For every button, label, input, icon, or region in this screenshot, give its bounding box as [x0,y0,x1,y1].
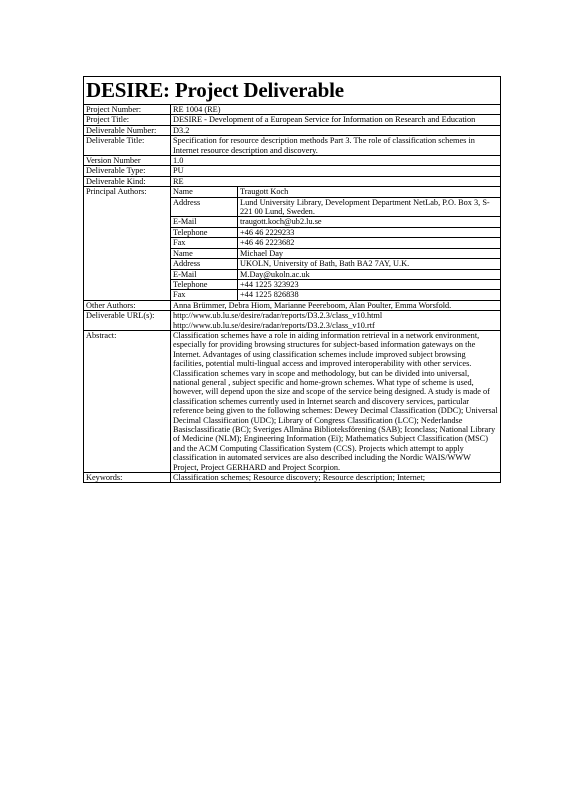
label-deliverable-kind: Deliverable Kind: [84,176,171,186]
author-email: traugott.koch@ub2.lu.se [238,217,501,227]
value-deliverable-number: D3.2 [171,125,501,135]
label-deliverable-type: Deliverable Type: [84,166,171,176]
row-other-authors [84,300,501,310]
author-row [171,290,500,300]
label-keywords: Keywords: [84,473,171,483]
author-field-label: E-Mail [171,217,238,227]
author-row [171,238,500,248]
value-deliverable-kind: RE [171,176,501,186]
author-field-label: Name [171,248,238,258]
metadata-table [83,104,501,483]
author-name: Michael Day [238,248,501,258]
value-keywords: Classification schemes; Resource discovery; Resource description; Internet; [171,473,501,483]
author-field-label: Address [171,197,238,217]
label-principal-authors: Principal Authors: [84,187,171,300]
author-field-label: Address [171,259,238,269]
author-field-label: E-Mail [171,269,238,279]
author-telephone: +46 46 2229233 [238,227,501,237]
value-deliverable-urls [171,311,501,331]
document-title: DESIRE: Project Deliverable [83,76,501,104]
value-version-number: 1.0 [171,156,501,166]
row-deliverable-type [84,166,501,176]
principal-authors-block [171,187,501,300]
label-project-number: Project Number: [84,105,171,115]
author-field-label: Fax [171,238,238,248]
author-fax: +46 46 2223682 [238,238,501,248]
row-version-number [84,156,501,166]
value-abstract: Classification schemes have a role in aiding information retrieval in a network environment, especially for providing browsing structures for subject-based information gateways on the Internet. Advantages of using classification schemes include improved subject browsing facilities, potential multi-lingual access and improved interoperability with other services. Classification schemes vary in scope and methodology, but can be divided into universal, national general , subject specific and home-grown schemes. What type of scheme is used, however, will depend upon the size and scope of the service being designed. A study is made of classification schemes currently used in Internet search and discovery services, particular reference being given to the following schemes: Dewey Decimal Classification (DDC); Universal Decimal Classification (UDC); Library of Congress Classification (LCC); Nederlandse Basisclassificatie (BC); Sveriges Allmäna Biblioteksförening (SAB); Iconclass; National Library of Medicine (NLM); Engineering Information (Ei); Mathematics Subject Classification (MSC) and the ACM Computing Classification System (CCS). Projects which attempt to apply classification in automated services are also described including the Nordic WAIS/WWW Project, Project GERHARD and Project Scorpion. [171,330,501,472]
row-project-title [84,115,501,125]
author-field-label: Fax [171,290,238,300]
author-row [171,217,500,227]
row-project-number [84,105,501,115]
label-project-title: Project Title: [84,115,171,125]
author-email: M.Day@ukoln.ac.uk [238,269,501,279]
value-project-number: RE 1004 (RE) [171,105,501,115]
value-project-title: DESIRE - Development of a European Service for Information on Research and Education [171,115,501,125]
value-deliverable-type: PU [171,166,501,176]
author-row [171,227,500,237]
authors-table [171,187,500,299]
deliverable-sheet [83,76,501,483]
author-name: Traugott Koch [238,187,501,197]
author-address: Lund University Library, Development Department NetLab, P.O. Box 3, S-221 00 Lund, Sweden. [238,197,501,217]
label-other-authors: Other Authors: [84,300,171,310]
author-address: UKOLN, University of Bath, Bath BA2 7AY, U.K. [238,259,501,269]
row-principal-authors [84,187,501,300]
label-deliverable-title: Deliverable Title: [84,136,171,156]
author-row [171,248,500,258]
row-abstract [84,330,501,472]
row-deliverable-title [84,136,501,156]
author-fax: +44 1225 826838 [240,290,299,300]
row-keywords [84,473,501,483]
author-field-label: Telephone [171,227,238,237]
row-deliverable-urls [84,311,501,331]
value-deliverable-title: Specification for resource description methods Part 3. The role of classification schemes in Internet resource description and discovery. [171,136,501,156]
author-row [171,187,500,197]
author-field-label: Name [171,187,238,197]
author-field-label: Telephone [171,279,238,289]
label-version-number: Version Number [84,156,171,166]
author-telephone: +44 1225 323923 [238,279,501,289]
value-other-authors: Anna Brümmer, Debra Hiom, Marianne Peereboom, Alan Poulter, Emma Worsfold. [171,300,501,310]
deliverable-url-rtf[interactable]: http://www.ub.lu.se/desire/radar/reports/D3.2.3/class_v10.rtf [173,320,375,330]
author-row [171,269,500,279]
label-abstract: Abstract: [84,330,171,472]
author-row [171,259,500,269]
author-row [171,279,500,289]
row-deliverable-kind [84,176,501,186]
label-deliverable-urls: Deliverable URL(s): [84,311,171,331]
author-row [171,197,500,217]
row-deliverable-number [84,125,501,135]
label-deliverable-number: Deliverable Number: [84,125,171,135]
deliverable-url-html[interactable]: http://www.ub.lu.se/desire/radar/reports/D3.2.3/class_v10.html [173,311,383,321]
